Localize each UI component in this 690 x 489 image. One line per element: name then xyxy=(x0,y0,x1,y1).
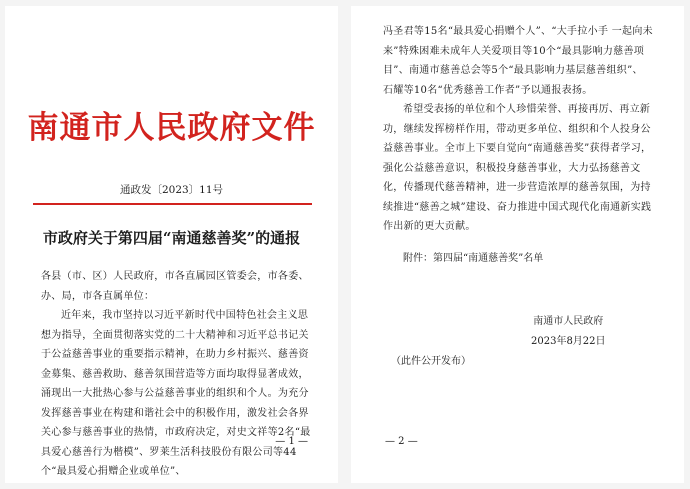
body-text-page-1 xyxy=(41,267,311,482)
addressee: 各县（市、区）人民政府，市各直属园区管委会，市各委、办、局，市各直属单位： xyxy=(41,271,309,302)
document-number: 通政发〔2023〕11号 xyxy=(119,184,224,196)
publish-note: （此件公开发布） xyxy=(391,356,471,367)
signer: 南通市人民政府 xyxy=(533,316,604,327)
body-paragraph-1-continued: 冯圣君等15名“最具爱心捐赠个人”、“大手拉小手 一起向未来”特殊困难未成年人关爱项目等10个“最具影响力慈善项目”、南通市慈善总会等5个“最具影响力基层慈善组织”、石耀等10名“优秀慈善工作者”予以通报表扬。 xyxy=(383,26,653,96)
page-number-1: — 1 — xyxy=(275,436,308,447)
body-text-page-2 xyxy=(383,22,653,237)
attachment-line: 附件：第四届“南通慈善奖”名单 xyxy=(403,253,544,264)
red-divider xyxy=(33,203,312,205)
signature-block xyxy=(531,312,606,351)
body-paragraph-1: 近年来，我市坚持以习近平新时代中国特色社会主义思想为指导，全面贯彻落实党的二十大精神和习近平总书记关于公益慈善事业的重要指示精神，在助力乡村振兴、慈善资金募集、慈善救助、慈善氛围营造等方面均取得显著成效，涌现出一大批热心参与公益慈善事业的组织和个人。为充分发挥慈善事业在构建和谐社会中的积极作用，激发社会各界关心参与慈善事业的热情，市政府决定，对史文祥等2名“最具爱心慈善行为楷模”、罗莱生活科技股份有限公司等44个“最具爱心捐赠企业或单位”、 xyxy=(41,310,311,477)
issue-date: 2023年8月22日 xyxy=(531,335,606,347)
page-2 xyxy=(351,6,684,483)
body-paragraph-2: 希望受表扬的单位和个人珍惜荣誉、再接再厉、再立新功，继续发挥榜样作用，带动更多单位、组织和个人投身公益慈善事业。全市上下要自觉向“南通慈善奖”获得者学习，强化公益慈善意识，积极投身慈善事业，大力弘扬慈善文化，传播现代慈善精神，进一步营造浓厚的慈善氛围，为持续推进“慈善之城”建设、奋力推进中国式现代化南通新实践作出新的更大贡献。 xyxy=(383,104,652,232)
page-number-2: — 2 — xyxy=(385,436,418,447)
page-1 xyxy=(5,6,338,483)
document-header: 南通市人民政府文件 xyxy=(27,110,316,146)
document-title: 市政府关于第四届“南通慈善奖”的通报 xyxy=(42,229,301,247)
